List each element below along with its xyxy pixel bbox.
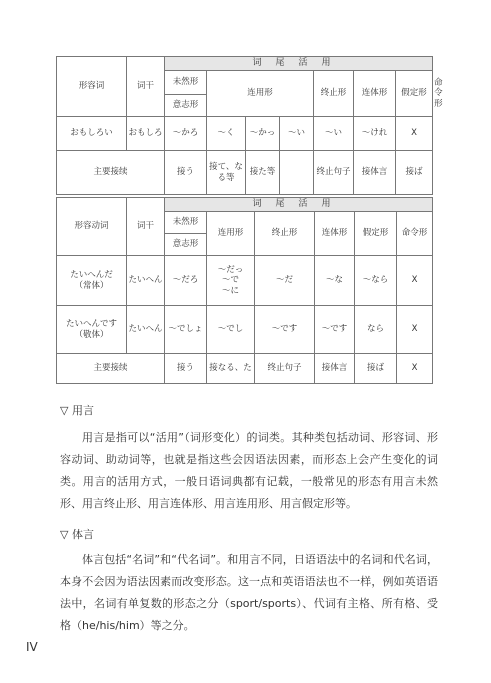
row-word: おもしろい xyxy=(57,117,127,151)
header-conjugation-2: 词尾活用 xyxy=(165,198,433,212)
row-meirei: X xyxy=(396,117,433,151)
row2-shushi: ～です xyxy=(255,306,315,354)
row1-renyou-cell xyxy=(207,256,255,306)
header-rentai: 连体形 xyxy=(354,71,396,117)
row1-renyou-c: ～に xyxy=(221,285,239,296)
row1-renyou-a: ～だっ xyxy=(217,264,244,275)
row-renyou-1: ～く xyxy=(207,117,246,151)
row1-mizen: ～だろ xyxy=(165,256,207,306)
header-stem: 词干 xyxy=(127,57,165,117)
row2-word: たいへんです xyxy=(65,318,117,329)
row1-shushi: ～だ xyxy=(255,256,315,306)
header-mizen: 未然形 xyxy=(165,71,207,95)
conn-renyou-2: 接なる、た xyxy=(207,354,255,384)
conn-shushi-2: 终止句子 xyxy=(255,354,315,384)
row2-word-cell xyxy=(57,306,127,354)
row2-rentai: ～です xyxy=(315,306,355,354)
row1-word: たいへんだ xyxy=(70,269,113,280)
row2-stem: たいへん xyxy=(127,306,165,354)
row-mizen: ～かろ xyxy=(165,117,207,151)
page-number: IV xyxy=(26,640,38,654)
adjectival-verb-conjugation-table xyxy=(56,197,433,384)
header-stem-2: 词干 xyxy=(127,198,165,256)
conn-katei: 接ば xyxy=(396,151,433,195)
header-conjugation: 词尾活用 xyxy=(165,57,433,71)
adjective-conjugation-table: 形容词 词干 词尾活用 未然形 连用形 终止形 连体形 假定形 命令形 意志形 おもしろい おもしろ ～かろ ～く ～かっ ～い ～い ～けれ X 主要接续 接う 接て、なる等 接た等 终止句子 接体言 接ば xyxy=(56,56,433,195)
header-katei: 假定形 xyxy=(396,71,433,117)
conn-meirei-2: X xyxy=(397,354,433,384)
conn-rentai-2: 接体言 xyxy=(315,354,355,384)
section-heading-yougen: ▽ 用言 xyxy=(60,404,94,417)
row-shushi: ～い xyxy=(280,117,314,151)
header-renyou: 连用形 xyxy=(207,71,314,117)
header-shushi: 终止形 xyxy=(314,71,354,117)
row-rentai: ～い xyxy=(314,117,354,151)
header-renyou-2: 连用形 xyxy=(207,212,255,256)
header-mizen-2: 未然形 xyxy=(165,212,207,234)
header-ishi-2: 意志形 xyxy=(165,234,207,256)
row1-note: （常体） xyxy=(74,280,109,291)
row-katei: ～けれ xyxy=(354,117,396,151)
section-heading-taigen: ▽ 体言 xyxy=(60,528,94,541)
header-rentai-2: 连体形 xyxy=(315,212,355,256)
row-stem: おもしろ xyxy=(127,117,165,151)
row2-katei: なら xyxy=(355,306,397,354)
conn-label: 主要接续 xyxy=(57,151,165,195)
header-adjverb: 形容动词 xyxy=(57,198,127,256)
row2-meirei: X xyxy=(397,306,433,354)
row1-stem: たいへん xyxy=(127,256,165,306)
conn-renyou-2: 接た等 xyxy=(246,151,280,195)
conn-mizen: 接う xyxy=(165,151,207,195)
row1-renyou-b: ～で xyxy=(221,275,239,286)
conn-mizen-2: 接う xyxy=(165,354,207,384)
row-renyou-2: ～かっ xyxy=(246,117,280,151)
header-shushi-2: 终止形 xyxy=(255,212,315,256)
conn-renyou-1: 接て、なる等 xyxy=(207,151,246,195)
conn-rentai: 接体言 xyxy=(354,151,396,195)
conn-renyou-3 xyxy=(280,151,314,195)
row1-katei: ～なら xyxy=(355,256,397,306)
header-adjective: 形容词 xyxy=(57,57,127,117)
header-meirei-2: 命令形 xyxy=(397,212,433,256)
header-ishi: 意志形 xyxy=(165,95,207,117)
row1-word-cell xyxy=(57,256,127,306)
row2-renyou: ～でし xyxy=(207,306,255,354)
section-body-yougen: 用言是指可以“活用”（词形变化）的词类。其种类包括动词、形容词、形容动词、助动词等，也就是指这些会因语法因素，而形态上会产生变化的词类。用言的活用方式，一般日语词典都有记载，一般常见的形态有用言未然形、用言终止形、用言连体形、用言连用形、用言假定形等。 xyxy=(60,431,438,510)
section-body-taigen: 体言包括“名词”和“代名词”。和用言不同，日语语法中的名词和代名词，本身不会因为语法因素而改变形态。这一点和英语语法也不一样，例如英语语法中，名词有单复数的形态之分（sport/sports）、代词有主格、所有格、受格（he/his/him）等之分。 xyxy=(60,553,438,632)
row1-rentai: ～な xyxy=(315,256,355,306)
conn-katei-2: 接ば xyxy=(355,354,397,384)
header-katei-2: 假定形 xyxy=(355,212,397,256)
row2-note: （敬体） xyxy=(74,329,109,340)
row2-mizen: ～でしょ xyxy=(165,306,207,354)
conn-label-2: 主要接续 xyxy=(57,354,165,384)
row1-meirei: X xyxy=(397,256,433,306)
conn-shushi: 终止句子 xyxy=(314,151,354,195)
